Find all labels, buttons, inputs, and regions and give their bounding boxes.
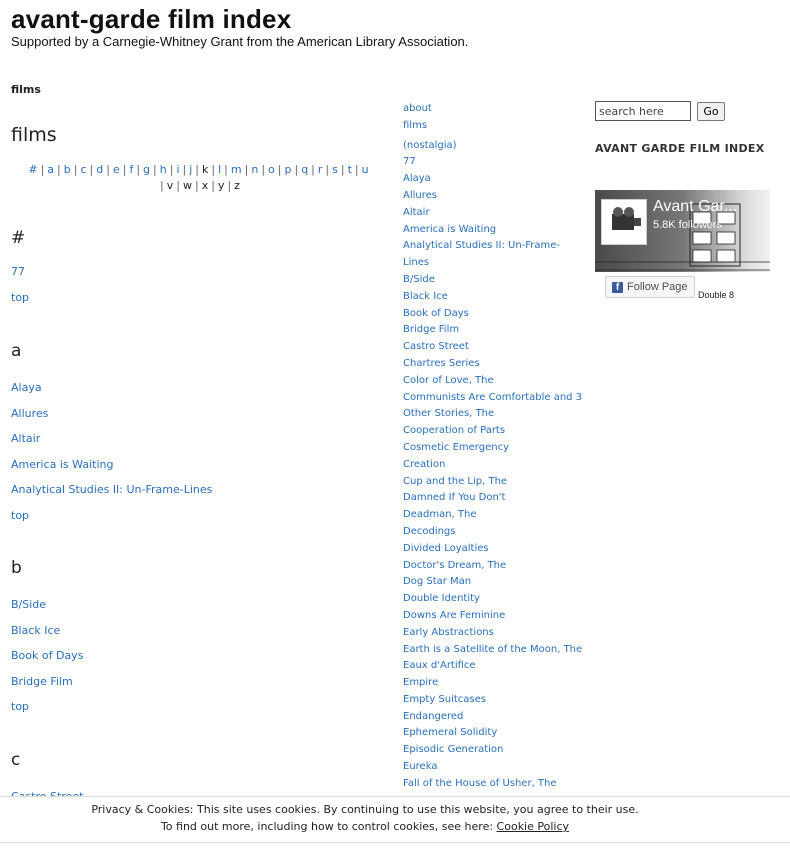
facebook-page-widget[interactable] — [595, 190, 770, 300]
nav-about-link[interactable]: about — [403, 103, 432, 114]
film-link[interactable]: Eureka — [403, 761, 438, 773]
facebook-followers: 5.8K followers — [653, 219, 723, 231]
alpha-link[interactable]: f — [129, 163, 134, 176]
film-link[interactable]: Alaya — [11, 381, 42, 394]
top-link[interactable]: top — [11, 509, 30, 522]
cookie-text-prefix: To find out more, including how to control cookies, see here: — [160, 820, 497, 833]
film-link[interactable]: Analytical Studies II: Un-Frame-Lines — [11, 483, 213, 496]
facebook-icon: f — [612, 282, 623, 293]
alpha-letter: k — [202, 163, 209, 176]
film-link[interactable]: Color of Love, The — [403, 374, 494, 386]
film-link[interactable]: Cup and the Lip, The — [403, 475, 508, 487]
cookie-text: Privacy & Cookies: This site uses cookies. By continuing to use this website, you agree to their use. — [91, 803, 639, 816]
film-link[interactable]: Book of Days — [11, 649, 84, 662]
film-link[interactable]: (nostalgia) — [403, 139, 457, 151]
film-link[interactable]: Downs Are Feminine — [403, 609, 506, 621]
alpha-letter: y — [217, 179, 225, 192]
film-link[interactable]: America is Waiting — [11, 458, 114, 471]
cookie-banner — [0, 796, 790, 843]
alphabet-nav — [11, 162, 386, 194]
film-link[interactable]: Castro Street — [403, 341, 469, 353]
alpha-link[interactable]: m — [230, 163, 242, 176]
film-link[interactable]: Episodic Generation — [403, 744, 504, 756]
film-link[interactable]: Bridge Film — [11, 675, 73, 688]
alpha-link[interactable]: o — [268, 163, 275, 176]
film-link[interactable]: Dog Star Man — [403, 576, 472, 588]
alpha-link[interactable]: s — [332, 163, 338, 176]
alpha-row-2: | v | w | x | y | z — [160, 179, 240, 192]
alpha-link[interactable]: t — [347, 163, 352, 176]
nav-films-link[interactable]: films — [403, 119, 428, 131]
film-link[interactable]: Analytical Studies II: Un-Frame-Lines — [403, 240, 561, 269]
film-link[interactable]: Alaya — [403, 173, 431, 185]
alpha-link[interactable]: a — [47, 163, 55, 176]
alpha-link[interactable]: p — [284, 163, 292, 176]
film-link[interactable]: Altair — [11, 432, 41, 445]
film-link[interactable]: Empty Suitcases — [403, 693, 487, 705]
alpha-link[interactable]: u — [361, 163, 369, 176]
film-link[interactable]: Deadman, The — [403, 509, 477, 521]
film-link[interactable]: B/Side — [403, 273, 435, 285]
film-link[interactable]: Eaux d'Artifice — [403, 660, 476, 672]
film-list — [403, 101, 583, 793]
film-link[interactable]: Earth is a Satellite of the Moon, The — [403, 643, 583, 655]
alpha-link[interactable]: b — [63, 163, 71, 176]
alpha-row-1: # | a | b | c | d | e | f | g | h | i | j | k | l | m | n | o | p | q | r | s | t | u — [28, 163, 369, 176]
film-link[interactable]: Divided Loyalties — [403, 542, 489, 554]
alpha-letter: x — [201, 179, 209, 192]
facebook-caption: Double 8 — [698, 290, 735, 300]
film-link[interactable]: Fall of the House of Usher, The — [403, 777, 557, 789]
film-link[interactable]: Double Identity — [403, 593, 480, 605]
alpha-link[interactable]: r — [317, 163, 323, 176]
film-link[interactable]: Communists Are Comfortable and 3 Other Stories, The — [403, 391, 583, 420]
alpha-link[interactable]: n — [251, 163, 259, 176]
alpha-link[interactable]: q — [301, 163, 309, 176]
film-link[interactable]: Book of Days — [403, 307, 469, 319]
film-link[interactable]: B/Side — [11, 598, 47, 611]
site-title[interactable]: avant-garde film index — [11, 4, 292, 34]
film-link[interactable]: Decodings — [403, 525, 456, 537]
go-button[interactable]: Go — [697, 102, 725, 121]
page-title: films — [11, 124, 57, 146]
alpha-letter: w — [182, 179, 192, 192]
film-link[interactable]: Doctor's Dream, The — [403, 559, 507, 571]
film-link[interactable]: Creation — [403, 458, 446, 470]
film-link[interactable]: Early Abstractions — [403, 626, 494, 638]
alpha-link[interactable]: e — [112, 163, 120, 176]
facebook-cover-image — [595, 190, 770, 272]
film-link[interactable]: Empire — [403, 677, 439, 689]
film-link[interactable]: 77 — [403, 156, 416, 168]
top-link[interactable]: top — [11, 700, 30, 713]
film-link[interactable]: Chartres Series — [403, 357, 480, 369]
alpha-link[interactable]: i — [176, 163, 180, 176]
alpha-letter: z — [234, 179, 240, 192]
cookie-policy-link[interactable]: Cookie Policy — [496, 820, 570, 833]
alpha-link[interactable]: # — [28, 163, 38, 176]
alpha-link[interactable]: c — [80, 163, 87, 176]
section-heading-c: c — [11, 750, 21, 770]
film-link[interactable]: Altair — [403, 206, 430, 218]
film-link[interactable]: Damned If You Don't — [403, 492, 506, 504]
section-heading-b: b — [11, 558, 22, 578]
alpha-letter: v — [166, 179, 174, 192]
film-link[interactable]: Cooperation of Parts — [403, 425, 506, 437]
film-link[interactable]: Bridge Film — [403, 324, 460, 336]
alpha-link[interactable]: g — [143, 163, 151, 176]
alpha-link[interactable]: j — [189, 163, 193, 176]
alpha-link[interactable]: d — [96, 163, 104, 176]
main-content — [11, 124, 386, 194]
film-link[interactable]: Allures — [403, 189, 437, 201]
follow-page-label: Follow Page — [627, 281, 688, 293]
site-tagline: Supported by a Carnegie-Whitney Grant from the American Library Association. — [11, 34, 469, 49]
film-link[interactable]: 77 — [11, 265, 25, 278]
film-link[interactable]: Black Ice — [403, 290, 448, 302]
search-input[interactable] — [595, 101, 691, 121]
section-heading-a: a — [11, 341, 22, 361]
film-link[interactable]: Black Ice — [11, 624, 61, 637]
top-link[interactable]: top — [11, 291, 30, 304]
film-link[interactable]: America is Waiting — [403, 223, 497, 235]
follow-page-button[interactable] — [605, 276, 695, 298]
film-link[interactable]: Allures — [11, 407, 49, 420]
camera-icon — [601, 199, 647, 245]
alpha-link[interactable]: h — [159, 163, 167, 176]
facebook-page-name[interactable]: Avant Gar... — [653, 198, 738, 215]
cookie-text-2 — [0, 818, 730, 835]
section-heading-hash: # — [11, 228, 26, 248]
alpha-link[interactable]: l — [218, 163, 222, 176]
film-link[interactable]: Ephemeral Solidity — [403, 727, 498, 739]
film-link[interactable]: Endangered — [403, 710, 464, 722]
film-link[interactable]: Cosmetic Emergency — [403, 441, 509, 453]
sidebar-heading: AVANT GARDE FILM INDEX — [595, 142, 765, 155]
breadcrumb: films — [11, 83, 41, 96]
